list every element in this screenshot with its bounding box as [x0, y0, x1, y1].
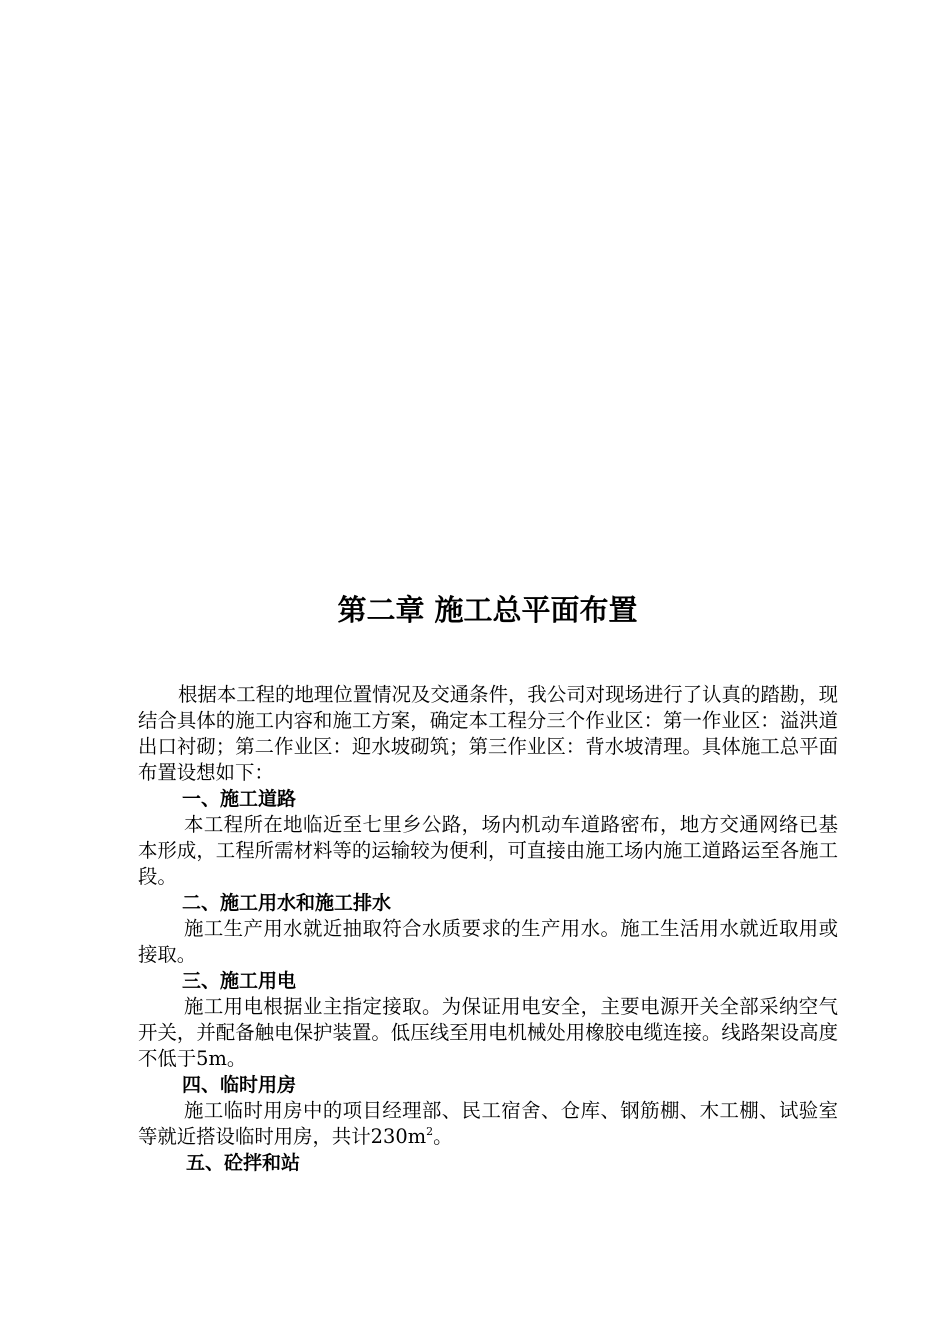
- section-text-power: 施工用电根据业主指定接取。为保证用电安全，主要电源开关全部采纳空气开关，并配备触电保护装置。低压线至用电机械处用橡胶电缆连接。线路架设高度不低于5m。: [138, 995, 838, 1070]
- housing-text-end: 。: [433, 1125, 453, 1148]
- section-text-roads: 本工程所在地临近至七里乡公路，场内机动车道路密布，地方交通网络已基本形成，工程所需材料等的运输较为便利，可直接由施工场内施工道路运至各施工段。: [138, 813, 838, 888]
- section-heading-roads: 一、施工道路: [182, 788, 297, 810]
- chapter-title: 第二章 施工总平面布置: [337, 593, 638, 627]
- section-heading-water: 二、施工用水和施工排水: [182, 892, 392, 914]
- section-text-temporary-housing: [138, 1098, 838, 1150]
- square-meter-superscript: 2: [426, 1125, 434, 1138]
- section-heading-temporary-housing: 四、临时用房: [182, 1074, 297, 1096]
- section-text-water: 施工生产用水就近抽取符合水质要求的生产用水。施工生活用水就近取用或接取。: [138, 917, 838, 966]
- intro-paragraph: 根据本工程的地理位置情况及交通条件，我公司对现场进行了认真的踏勘，现结合具体的施工内容和施工方案，确定本工程分三个作业区：第一作业区：溢洪道出口衬砌；第二作业区：迎水坡砌筑；第三作业区：背水坡清理。具体施工总平面布置设想如下：: [138, 683, 838, 784]
- section-heading-power: 三、施工用电: [182, 970, 297, 992]
- document-body: [138, 682, 838, 1176]
- housing-text-main: 施工临时用房中的项目经理部、民工宿舍、仓库、钢筋棚、木工棚、试验室等就近搭设临时用房，共计230m: [138, 1099, 838, 1148]
- section-heading-concrete-mixing-station: 五、砼拌和站: [186, 1152, 301, 1174]
